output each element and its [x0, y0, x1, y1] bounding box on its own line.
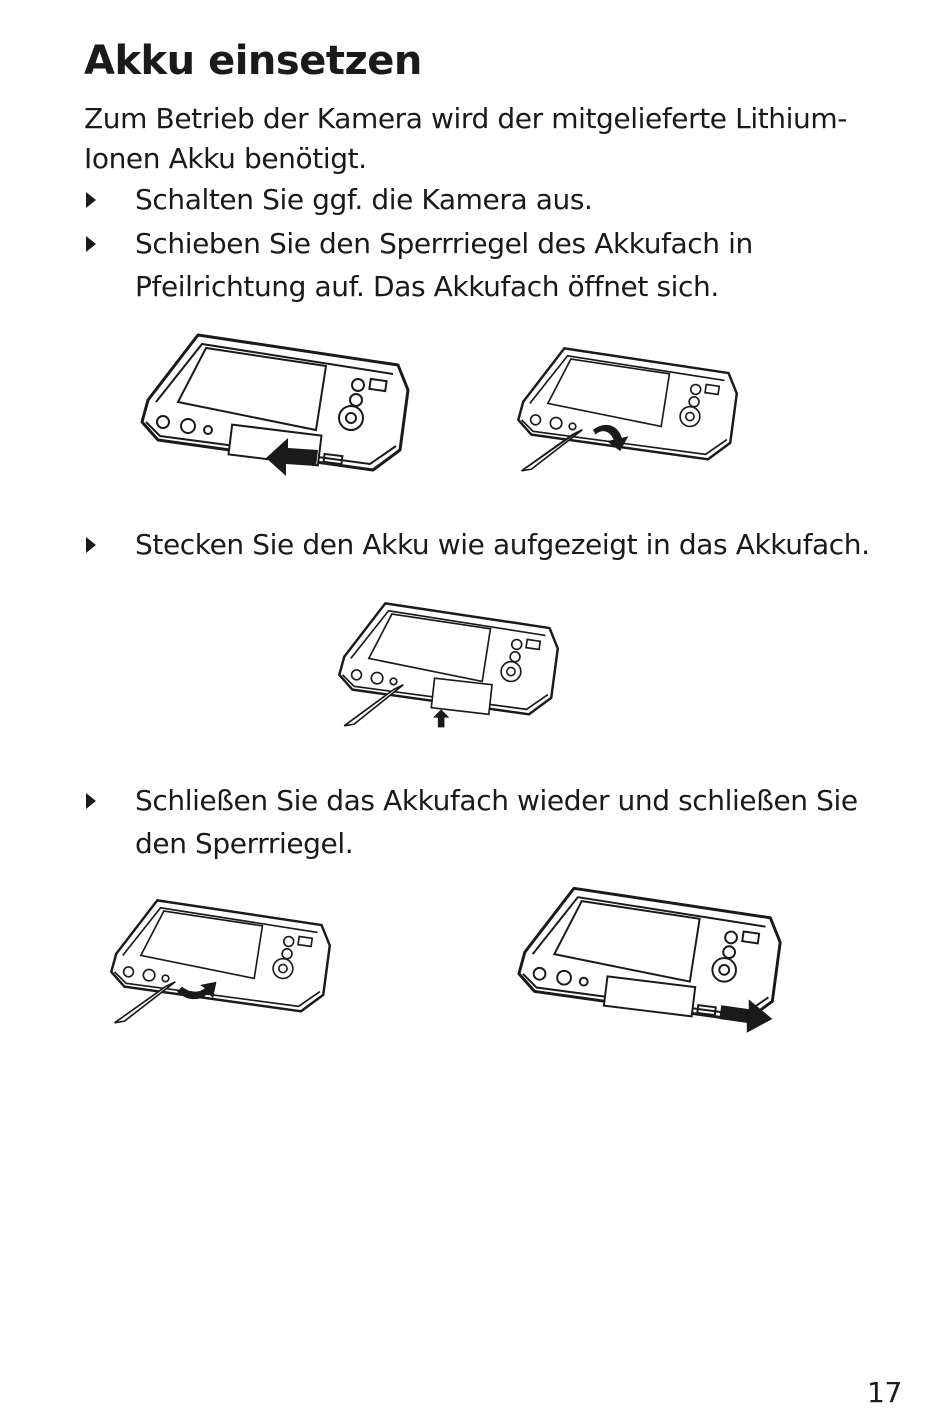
page-number: 17: [866, 1376, 902, 1409]
camera-latch-lock-figure: [515, 882, 790, 1042]
triangle-right-icon: [84, 190, 98, 210]
step-1: [84, 178, 904, 221]
triangle-right-icon: [84, 234, 98, 254]
camera-door-open-figure: [515, 330, 745, 490]
step-2: [84, 222, 904, 308]
camera-latch-slide-figure: [138, 330, 418, 480]
step-1-text: Schalten Sie ggf. die Kamera aus.: [135, 183, 593, 216]
triangle-right-icon: [84, 791, 98, 811]
page-title: Akku einsetzen: [84, 38, 422, 84]
intro-paragraph: Zum Betrieb der Kamera wird der mitgelieferte Lithium-Ionen Akku benötigt.: [84, 102, 847, 175]
step-4: [84, 779, 904, 865]
step-3: [84, 523, 904, 566]
step-3-text: Stecken Sie den Akku wie aufgezeigt in das Akkufach.: [135, 528, 870, 561]
step-4-text: Schließen Sie das Akkufach wieder und schließen Sie den Sperrriegel.: [135, 784, 858, 860]
camera-battery-insert-figure: [336, 585, 566, 745]
triangle-right-icon: [84, 535, 98, 555]
camera-door-close-figure: [108, 882, 338, 1042]
step-2-text: Schieben Sie den Sperrriegel des Akkufach in Pfeilrichtung auf. Das Akkufach öffnet sich.: [135, 227, 753, 303]
